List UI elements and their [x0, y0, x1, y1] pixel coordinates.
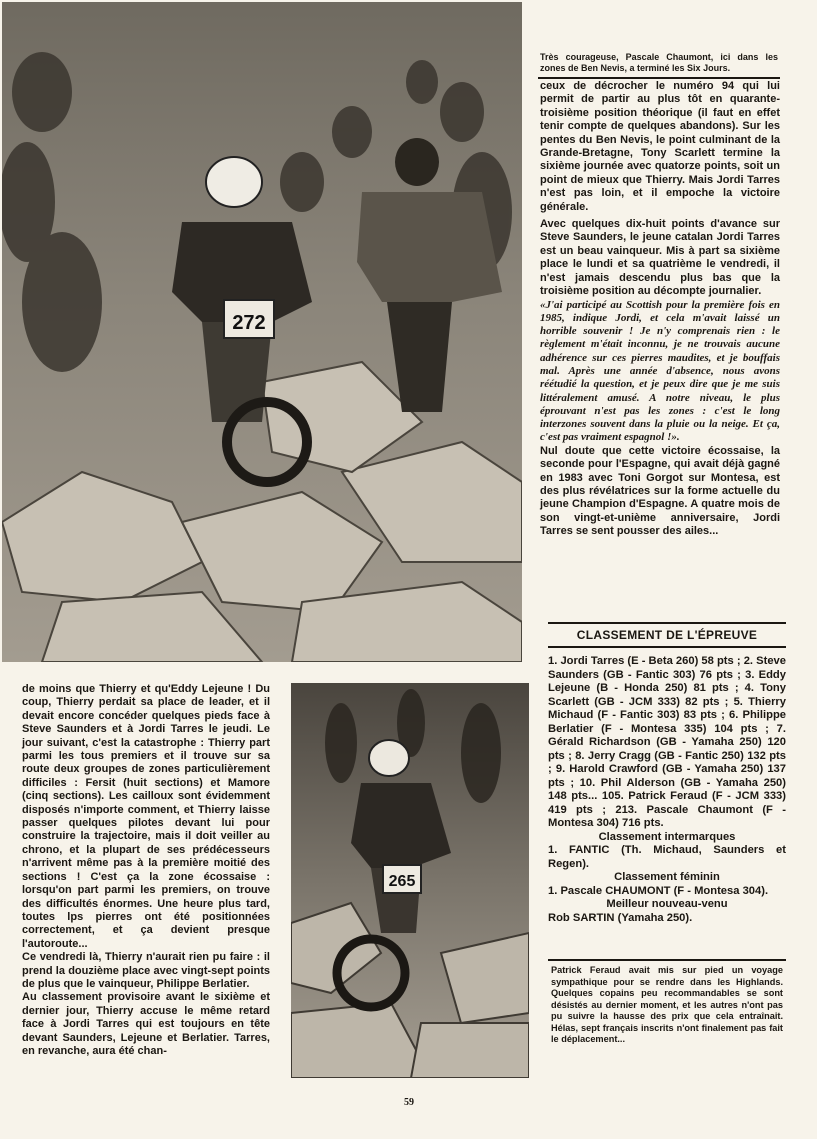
results-rookie: Rob SARTIN (Yamaha 250). [548, 911, 693, 924]
paragraph: Ce vendredi là, Thierry n'aurait rien pu faire : il prend la douzième place avec vingt-sept points de plus que le vainqueur, Philippe Berlatier. [22, 951, 270, 990]
quote-jordi-tarres: «J'ai participé au Scottish pour la première fois en 1985, indique Jordi, et cela m'avait laissé un horrible souvenir ! Je n'y comprenais rien : le règlement m'était inconnu, je ne trouvais aucune adhérence sur ces pierres maudites, et je bouffais mal. Après une année d'absence, nous avons réétudié la question, et je peux dire que je me suis littéralement amusé. A notre niveau, le plus éprouvant n'est pas les zones : c'est le long interzones souvent dans la pluie ou la neige. Et ça, c'est pas vraiment espagnol !». [540, 298, 780, 444]
results-women: 1. Pascale CHAUMONT (F - Montesa 304). [548, 884, 769, 897]
paragraph: Avec quelques dix-huit points d'avance sur Steve Saunders, le jeune catalan Jordi Tarres est un beau vainqueur. Mis à part sa sixième place le lundi et sa quatrième le vendredi, il n'est jamais descendu plus bas que la troisième position au décompte journalier. [540, 218, 780, 298]
photo-top-number: 272 [232, 312, 266, 334]
results-title-rule [548, 646, 786, 648]
results-general: 1. Jordi Tarres (E - Beta 260) 58 pts ; 2. Steve Saunders (GB - Fantic 303) 76 pts ; 3. Eddy Lejeune (B - Honda 250) 81 pts ; 4. Tony Scarlett (GB - JCM 333) 82 pts ; 5. Thierry Michaud (F - Fantic 303) 83 pts ; 6. Philippe Berlatier (F - Montesa 335) 104 pts ; 7. Gérald Richardson (GB - Yamaha 250) 120 pts ; 8. Jerry Cragg (GB - Fantic 250) 132 pts ; 9. Harold Crawford (GB - Yamaha 250) 137 pts ; 10. Phil Alderson (GB - Yamaha 250) 148 pts... 105. Patrick Feraud (F - JCM 333) 419 pts ; 213. Pascale Chaumont (F - Montesa 304) 716 pts. [548, 655, 786, 829]
caption-pascale-chaumont: Très courageuse, Pascale Chaumont, ici dans les zones de Ben Nevis, a terminé les Six Jours. [540, 52, 778, 73]
note-patrick-feraud: Patrick Feraud avait mis sur pied un voyage sympathique pour se rendre dans les Highlands. Quelques copains peu recommandables se sont désistés au dernier moment, et les autres n'ont pas pu suivre la hausse des prix que cela entraînait. Hélas, sept français inscrits n'ont finalement pas fait le déplacement... [551, 965, 783, 1044]
results-women-title: Classement féminin [614, 871, 720, 883]
results-bottom-rule [548, 959, 786, 961]
caption-divider [538, 77, 780, 79]
paragraph: ceux de décrocher le numéro 94 qui lui permit de partir au plus tôt en quarante-troisième position théorique (il faut en effet tenir compte de quelques abandons). Sur les pentes du Ben Nevis, le point culminant de la Grande-Bretagne, Tony Scarlett termine la sixième journée avec quatorze points, soit un point de mieux que Thierry. Mais Jordi Tarres n'est pas loin, et il empoche la victoire générale. [540, 80, 780, 213]
results-top-rule [548, 622, 786, 624]
results-list [548, 655, 786, 925]
photo-top-rider-272 [2, 2, 522, 662]
results-brands-title: Classement intermarques [598, 830, 736, 843]
photo-bottom-rider-265 [291, 683, 529, 1078]
paragraph: Nul doute que cette victoire écossaise, la seconde pour l'Espagne, qui avait déjà gagné en 1983 avec Toni Gorgot sur Montesa, est des plus révélatrices sur la forme actuelle du jeune Champion d'Espagne. A quatre mois de son vingt-et-unième anniversaire, Jordi Tarres se sent pousser des ailes... [540, 444, 780, 538]
paragraph: Au classement provisoire avant le sixième et dernier jour, Thierry accuse le même retard face à Jordi Tarres qui est toujours en tête devant Saunders, Lejeune et Berlatier. Tarres, en revanche, aura été chan- [22, 991, 270, 1057]
photo-bottom-number: 265 [388, 873, 416, 890]
paragraph: de moins que Thierry et qu'Eddy Lejeune ! Du coup, Thierry perdait sa place de leader, et il devait encore concéder quelques pieds face à Steve Saunders et à Jordi Tarres le jeudi. Le jour suivant, c'est la catastrophe : Thierry part parmi les tous premiers et il trouve sur sa route deux groupes de zones particulièrement difficiles : Fersit (huit sections) et Mamore (cinq sections). Les cailloux sont évidemment disposés n'importe comment, et Thierry laisse passer quelques pilotes devant lui pour construire la trajectoire, mais il doit veiller au chrono, et la plupart de ses prédécesseurs n'arrivent même pas à la première moitié des sections ! C'est ça la zone écossaise : lorsqu'on part parmi les premiers, on trouve des difficultés énormes. Une heure plus tard, toutes lps pierres ont été positionnées correctement, et ça devient presque l'autoroute... [22, 683, 270, 950]
article-right-column [540, 80, 780, 539]
article-left-column [22, 683, 270, 1058]
results-title: CLASSEMENT DE L'ÉPREUVE [576, 628, 758, 642]
results-brands: 1. FANTIC (Th. Michaud, Saunders et Regen). [548, 844, 786, 870]
page-number: 59 [404, 1097, 414, 1108]
results-rookie-title: Meilleur nouveau-venu [606, 898, 728, 910]
